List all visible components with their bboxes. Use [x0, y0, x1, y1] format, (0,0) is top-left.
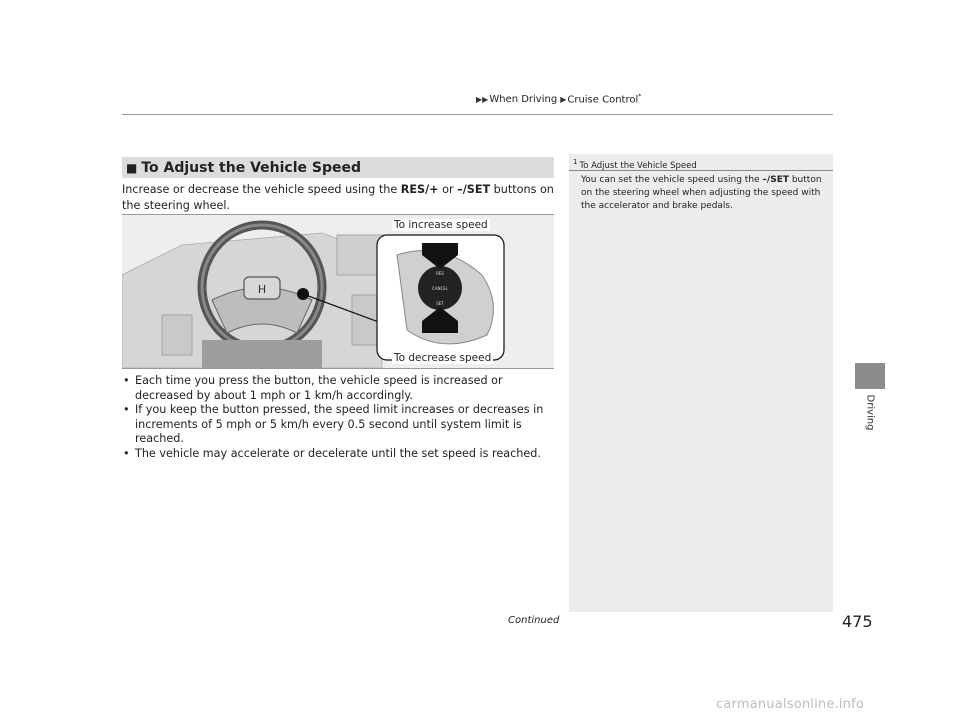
- label-to-decrease-speed: To decrease speed: [394, 352, 492, 364]
- svg-text:H: H: [257, 283, 267, 296]
- section-heading: [122, 157, 554, 178]
- steering-wheel-illustration: [122, 214, 554, 369]
- square-bullet-icon: ■: [126, 160, 138, 175]
- note-body: You can set the vehicle speed using the –/SET button on the steering wheel when adjusting the speed with the accelerator and brake pedals.: [581, 175, 822, 211]
- watermark-text: carmanualsonline.info: [716, 697, 865, 712]
- list-item: • The vehicle may accelerate or decelerate until the set speed is reached.: [123, 446, 541, 460]
- note-sidebar: [569, 154, 833, 612]
- breadcrumb-item-cruise-control[interactable]: Cruise Control*: [567, 93, 642, 106]
- list-item: • Each time you press the button, the vehicle speed is increased or decreased by about 1 mph or 1 km/h accordingly.: [123, 374, 503, 402]
- triangle-right-icon: ▶: [560, 94, 567, 104]
- label-to-increase-speed: To increase speed: [394, 219, 488, 231]
- breadcrumb: [476, 93, 644, 105]
- intro-paragraph: Increase or decrease the vehicle speed using the RES/+ or –/SET buttons on the steering wheel.: [122, 183, 554, 212]
- chapter-tab[interactable]: [855, 363, 885, 389]
- bullet-list: [122, 374, 562, 461]
- chapter-tab-label: Driving: [864, 394, 876, 430]
- svg-text:RES: RES: [436, 271, 444, 276]
- svg-text:CANCEL: CANCEL: [431, 286, 449, 291]
- set-button-label: –/SET: [457, 183, 491, 196]
- note-heading: $^1$ To Adjust the Vehicle Speed: [569, 154, 833, 171]
- res-button-label: RES/+: [400, 183, 439, 196]
- list-item: • If you keep the button pressed, the speed limit increases or decreases in increments of 5 mph or 5 km/h every 0.5 second until system limit is reached.: [123, 403, 544, 445]
- steering-wheel-drawing: [122, 215, 554, 368]
- section-title: To Adjust the Vehicle Speed: [141, 159, 361, 176]
- svg-text:SET: SET: [436, 301, 444, 306]
- continued-label: Continued: [508, 615, 560, 626]
- header-rule: [122, 114, 833, 115]
- triangle-right-icon: ▶▶: [476, 94, 489, 104]
- asterisk-marker: *: [638, 93, 642, 100]
- breadcrumb-item-when-driving[interactable]: When Driving: [489, 93, 558, 105]
- page-number: 475: [842, 612, 873, 631]
